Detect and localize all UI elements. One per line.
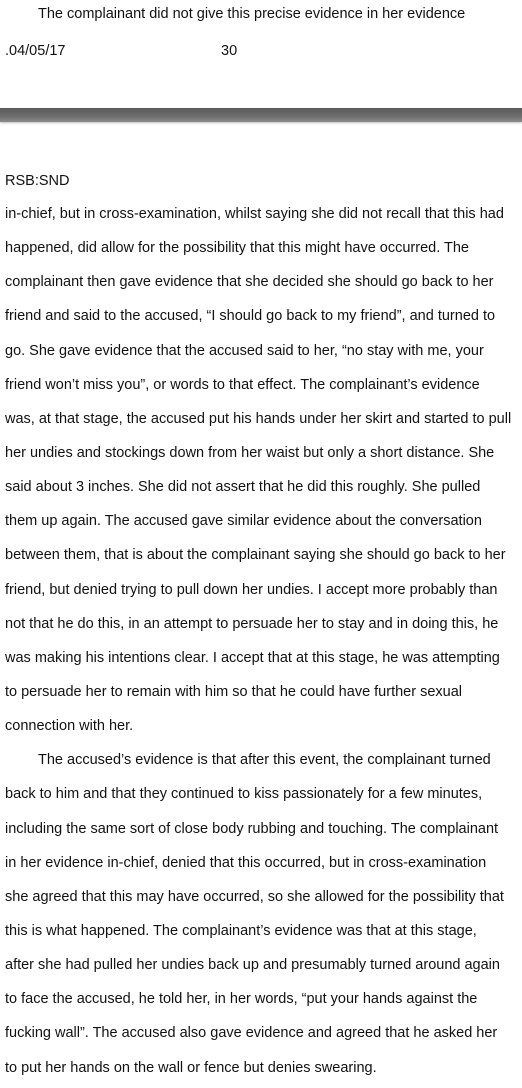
text-line: complainant then gave evidence that she decided she should go back to her: [5, 274, 494, 291]
text-line: including the same sort of close body rubbing and touching. The complainant: [5, 820, 499, 837]
text-line: was, at that stage, the accused put his hands under her skirt and started to pull: [5, 410, 512, 427]
text-line: in her evidence in-chief, denied that this occurred, but in cross-examination: [5, 854, 487, 871]
text-line: she agreed that this may have occurred, so she allowed for the possibility that: [5, 888, 504, 905]
text-line: friend and said to the accused, “I should go back to my friend”, and turned to: [5, 308, 496, 325]
reference-code: RSB:SND: [5, 173, 70, 189]
text-line: not that he do this, in an attempt to persuade her to stay and in doing this, he: [5, 615, 499, 632]
text-line: this is what happened. The complainant’s evidence was that at this stage,: [5, 922, 477, 939]
text-line: them up again. The accused gave similar evidence about the conversation: [5, 513, 482, 530]
text-line: friend won’t miss you”, or words to that effect. The complainant’s evidence: [5, 376, 480, 393]
text-line: connection with her.: [5, 718, 134, 735]
judgment-body-text: [5, 197, 517, 1085]
text-line: back to him and that they continued to kiss passionately for a few minutes,: [5, 786, 483, 803]
text-line: happened, did allow for the possibility that this might have occurred. The: [5, 240, 469, 257]
text-line: after she had pulled her undies back up and presumably turned around again: [5, 957, 500, 974]
page-date: .04/05/17: [5, 43, 66, 59]
text-line: friend, but denied trying to pull down her undies. I accept more probably than: [5, 581, 498, 598]
text-line: her undies and stockings down from her waist but only a short distance. She: [5, 444, 495, 461]
page-top-text-line: The complainant did not give this precise evidence in her evidence: [38, 6, 466, 22]
text-line: was making his intentions clear. I accept that at this stage, he was attempting: [5, 649, 500, 666]
text-line: fucking wall”. The accused also gave evidence and agreed that he asked her: [5, 1025, 498, 1042]
page-number: 30: [221, 43, 238, 59]
text-line: between them, that is about the complainant saying she should go back to her: [5, 547, 506, 564]
page-break-separator: [0, 108, 522, 122]
text-line: go. She gave evidence that the accused said to her, “no stay with me, your: [5, 342, 484, 359]
text-line: The accused’s evidence is that after this event, the complainant turned: [38, 752, 491, 769]
text-line: to persuade her to remain with him so that he could have further sexual: [5, 683, 463, 700]
text-line: in-chief, but in cross-examination, whilst saying she did not recall that this had: [5, 206, 504, 222]
text-line: said about 3 inches. She did not assert that he did this roughly. She pulled: [5, 479, 481, 496]
text-line: to put her hands on the wall or fence but denies swearing.: [5, 1059, 377, 1076]
text-line: to face the accused, he told her, in her words, “put your hands against the: [5, 991, 478, 1008]
